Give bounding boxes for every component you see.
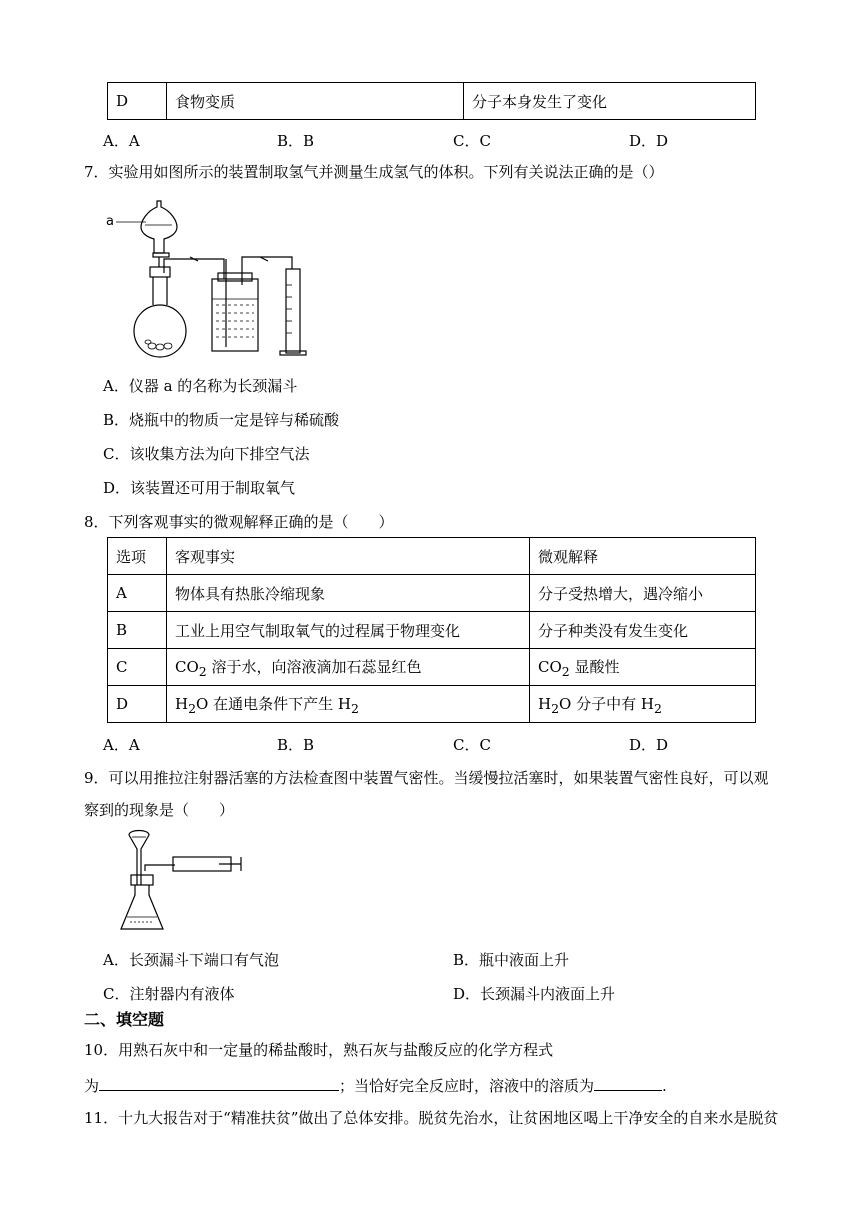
table-cell-fact: $CO_2$ 溶于水，向溶液滴加石蕊显红色 xyxy=(167,649,530,686)
table-header-opt: 选项 xyxy=(108,538,167,575)
table-cell-fact: 食物变质 xyxy=(167,83,464,120)
top-table xyxy=(107,82,756,120)
figure-label-a: a xyxy=(106,214,114,229)
table-row xyxy=(108,612,756,649)
answer-blank-equation[interactable] xyxy=(99,1074,339,1091)
table-cell-opt: B xyxy=(108,612,167,649)
table-cell-explain: 分子种类没有发生变化 xyxy=(530,612,756,649)
q11-line1: 11．十九大报告对于“精准扶贫”做出了总体安排。脱贫先治水，让贫困地区喝上干净安全的自来水是脱贫 xyxy=(84,1109,779,1127)
table-header-fact: 客观事实 xyxy=(167,538,530,575)
table-cell-opt: C xyxy=(108,649,167,686)
table-cell-opt: A xyxy=(108,575,167,612)
table-row xyxy=(108,686,756,723)
table-cell-explain: $H_2O$ 分子中有 $H_2$ xyxy=(530,686,756,723)
q10-line2: 为 ；当恰好完全反应时，溶液中的溶质为 . xyxy=(84,1074,667,1096)
table-cell-explain: 分子受热增大，遇冷缩小 xyxy=(530,575,756,612)
q7-option-d: D．该装置还可用于制取氧气 xyxy=(103,479,296,497)
hydrogen-apparatus-figure xyxy=(100,195,330,360)
table-cell-fact: 物体具有热胀冷缩现象 xyxy=(167,575,530,612)
q9-option-b: B．瓶中液面上升 xyxy=(453,951,570,969)
option-c: C．C xyxy=(453,132,491,150)
syringe-apparatus-figure xyxy=(115,827,245,935)
table-row xyxy=(108,83,756,120)
option-d: D．D xyxy=(629,736,669,754)
table-cell-explain: 分子本身发生了变化 xyxy=(464,83,756,120)
table-cell-opt: D xyxy=(108,686,167,723)
q7-option-c: C．该收集方法为向下排空气法 xyxy=(103,445,310,463)
table-cell-fact: 工业上用空气制取氧气的过程属于物理变化 xyxy=(167,612,530,649)
q7-option-a: A．仪器 a 的名称为长颈漏斗 xyxy=(103,377,298,395)
table-row xyxy=(108,649,756,686)
option-b: B．B xyxy=(277,736,315,754)
answer-blank-solute[interactable] xyxy=(594,1074,662,1091)
option-b: B．B xyxy=(277,132,315,150)
table-header-row xyxy=(108,538,756,575)
table-cell-explain: $CO_2$ 显酸性 xyxy=(530,649,756,686)
q9-option-c: C．注射器内有液体 xyxy=(103,985,235,1003)
table-header-explain: 微观解释 xyxy=(530,538,756,575)
option-d: D．D xyxy=(629,132,669,150)
q9-stem-line1: 9．可以用推拉注射器活塞的方法检查图中装置气密性。当缓慢拉活塞时，如果装置气密性良好，可以观 xyxy=(84,769,769,787)
section-title: 二、填空题 xyxy=(84,1010,165,1029)
option-c: C．C xyxy=(453,736,491,754)
q8-table xyxy=(107,537,756,723)
q9-option-d: D．长颈漏斗内液面上升 xyxy=(453,985,616,1003)
q7-option-b: B．烧瓶中的物质一定是锌与稀硫酸 xyxy=(103,411,340,429)
q9-option-a: A．长颈漏斗下端口有气泡 xyxy=(103,951,279,969)
table-row xyxy=(108,575,756,612)
option-a: A．A xyxy=(103,132,140,150)
table-cell-opt: D xyxy=(108,83,167,120)
q7-stem: 7．实验用如图所示的装置制取氢气并测量生成氢气的体积。下列有关说法正确的是（） xyxy=(84,163,664,181)
table-cell-fact: $H_2O$ 在通电条件下产生 $H_2$ xyxy=(167,686,530,723)
q9-stem-line2: 察到的现象是（ ） xyxy=(84,801,235,819)
option-a: A．A xyxy=(103,736,140,754)
q10-line1: 10．用熟石灰中和一定量的稀盐酸时，熟石灰与盐酸反应的化学方程式 xyxy=(84,1041,554,1059)
q8-stem: 8．下列客观事实的微观解释正确的是（ ） xyxy=(84,513,394,531)
